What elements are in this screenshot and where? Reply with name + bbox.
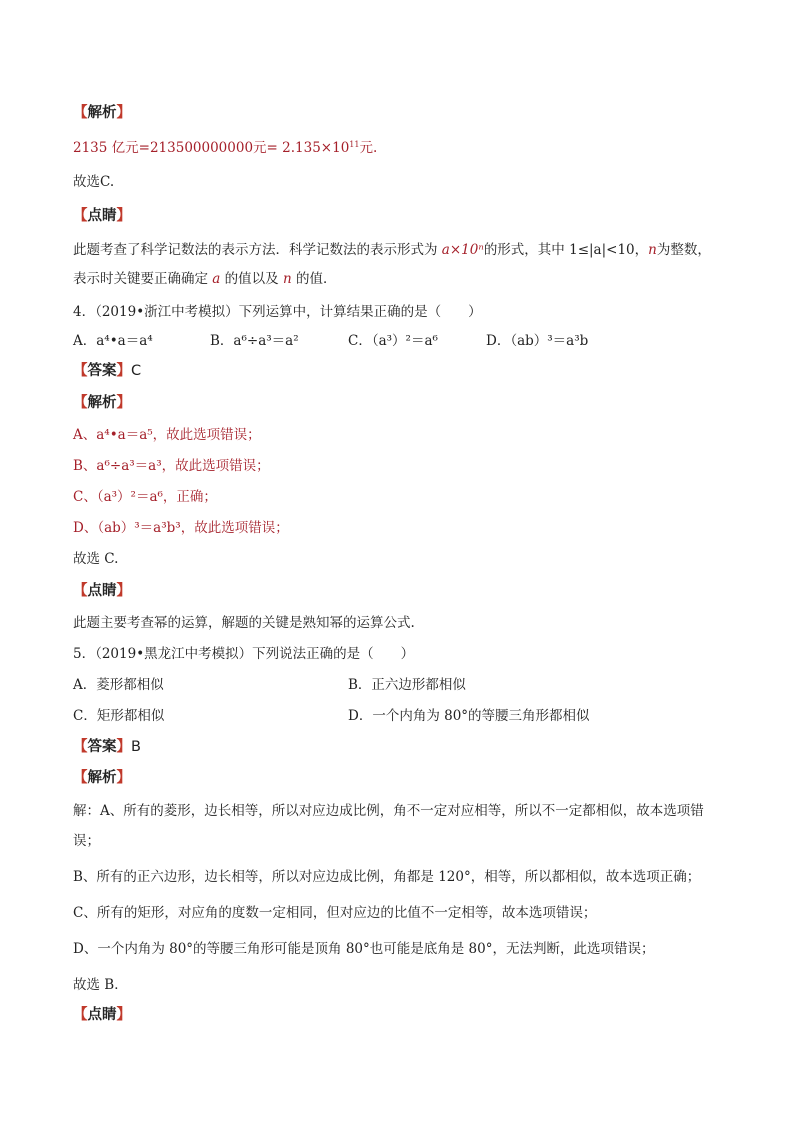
q5-option-b: B．正六边形都相似 — [348, 677, 466, 693]
q4-jiexi-heading: 【解析】 — [73, 395, 131, 411]
q4-option-b: B．a⁶÷a³＝a² — [210, 333, 299, 349]
calc-line: 2135 亿元=213500000000元= $2.135\times 10^{11}$元. — [73, 140, 378, 156]
q4-note: 此题主要考查幂的运算，解题的关键是熟知幂的运算公式. — [73, 615, 415, 631]
note-line-2: 表示时关键要正确确定 a 的值以及 n 的值． — [73, 271, 337, 287]
q5-analysis-d: D、一个内角为 80°的等腰三角形可能是顶角 80°也可能是底角是 80°，无法判断，此选项错误； — [73, 941, 655, 957]
q4-choose: 故选 C. — [73, 551, 119, 567]
q4-dianjing-heading: 【点睛】 — [73, 583, 131, 599]
q4-option-d: D．（ab）³＝a³b — [486, 333, 589, 349]
jiexi-heading: 【解析】 — [73, 105, 131, 121]
q5-stem: 5．（2019•黑龙江中考模拟）下列说法正确的是（ ） — [73, 646, 415, 662]
q4-option-c: C．（a³）²＝a⁶ — [348, 333, 438, 349]
q4-answer: 【答案】C — [73, 363, 142, 379]
q4-analysis-d: D、（ab）³＝a³b³，故此选项错误； — [73, 520, 289, 536]
q5-answer: 【答案】B — [73, 739, 141, 755]
q5-analysis-a-cont: 误； — [73, 833, 100, 849]
q5-choose: 故选 B． — [73, 977, 128, 993]
q4-analysis-b: B、a⁶÷a³＝a³，故此选项错误； — [73, 458, 270, 474]
q5-jiexi-heading: 【解析】 — [73, 770, 131, 786]
q5-option-c: C．矩形都相似 — [73, 708, 165, 724]
q5-option-a: A．菱形都相似 — [73, 677, 164, 693]
q5-analysis-c: C、所有的矩形，对应角的度数一定相同，但对应边的比值不一定相等，故本选项错误； — [73, 905, 597, 921]
choose-line: 故选C. — [73, 174, 115, 190]
q5-analysis-a: 解：A、所有的菱形，边长相等，所以对应边成比例，角不一定对应相等，所以不一定都相似，故本选项错 — [73, 803, 704, 819]
q5-analysis-b: B、所有的正六边形，边长相等，所以对应边成比例，角都是 120°，相等，所以都相似，故本选项正确； — [73, 869, 701, 885]
q4-stem: 4．（2019•浙江中考模拟）下列运算中，计算结果正确的是（ ） — [73, 304, 482, 320]
q4-analysis-c: C、（a³）²＝a⁶，正确； — [73, 489, 217, 505]
q4-option-a: A．a⁴•a＝a⁴ — [73, 333, 153, 349]
q5-dianjing-heading: 【点睛】 — [73, 1007, 131, 1023]
note-line-1: 此题考查了科学记数法的表示方法．科学记数法的表示形式为 a×10ⁿ的形式，其中 1≤|a|<10，n为整数， — [73, 242, 711, 258]
dianjing-heading: 【点睛】 — [73, 208, 131, 224]
q4-analysis-a: A、a⁴•a＝a⁵，故此选项错误； — [73, 427, 261, 443]
q5-option-d: D．一个内角为 80°的等腰三角形都相似 — [348, 708, 590, 724]
